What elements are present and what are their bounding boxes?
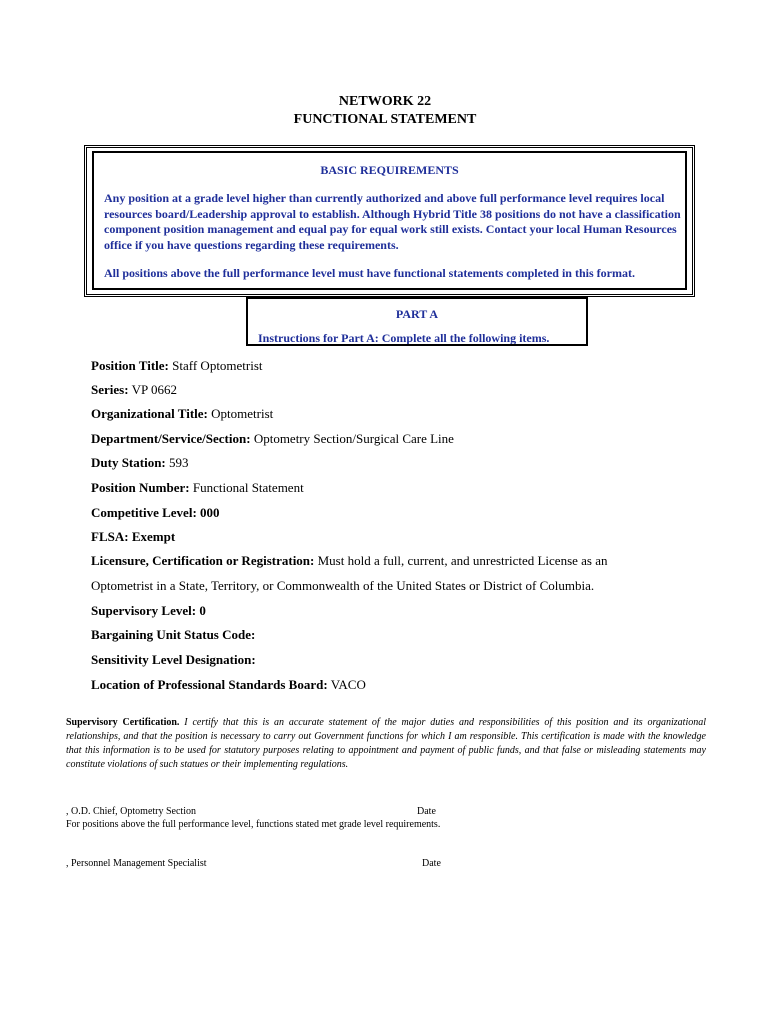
field-sensitivity-level — [91, 652, 256, 668]
field-supervisory-level — [91, 603, 206, 619]
personnel-signature-line: , Personnel Management Specialist — [66, 858, 207, 869]
field-organizational-title — [91, 406, 273, 422]
field-competitive-level — [91, 505, 220, 521]
chief-signature-line: , O.D. Chief, Optometry Section — [66, 806, 196, 817]
supervisory-certification — [66, 716, 706, 772]
field-label: Department/Service/Section: — [91, 431, 251, 446]
field-value: Functional Statement — [192, 480, 304, 495]
field-position-number — [91, 480, 304, 496]
field-series — [91, 382, 177, 398]
functional-statement-note: All positions above the full performance level must have functional statements completed in this format. — [104, 266, 635, 280]
field-position-title — [91, 358, 263, 374]
field-bargaining-unit — [91, 627, 255, 643]
basic-requirements-heading: BASIC REQUIREMENTS — [320, 163, 459, 177]
field-label: Supervisory Level: — [91, 603, 197, 618]
certification-label: Supervisory Certification. — [66, 717, 180, 728]
field-flsa — [91, 529, 175, 545]
field-licensure — [91, 553, 608, 569]
field-value: 593 — [169, 455, 189, 470]
document-title: NETWORK 22 — [338, 94, 432, 109]
part-a-instructions: Instructions for Part A: Complete all the following items. — [258, 331, 550, 345]
field-label: Position Title: — [91, 358, 169, 373]
field-label: Competitive Level: — [91, 505, 197, 520]
field-value: VP 0662 — [131, 382, 177, 397]
field-department — [91, 431, 454, 447]
field-value: Must hold a full, current, and unrestricted License as an — [317, 553, 608, 568]
field-label: Organizational Title: — [91, 406, 208, 421]
chief-date-label: Date — [417, 806, 436, 817]
field-value: Optometrist — [211, 406, 274, 421]
field-value: VACO — [330, 677, 366, 692]
field-licensure-continuation: Optometrist in a State, Territory, or Commonwealth of the United States or District of Columbia. — [91, 578, 595, 593]
field-value: Optometry Section/Surgical Care Line — [253, 431, 454, 446]
performance-level-note: For positions above the full performance level, functions stated met grade level requirements. — [66, 819, 441, 830]
field-label: Position Number: — [91, 480, 190, 495]
field-label: Duty Station: — [91, 455, 166, 470]
field-label: Sensitivity Level Designation: — [91, 652, 256, 667]
part-a-box — [246, 297, 588, 346]
basic-requirements-box — [84, 145, 695, 297]
field-duty-station — [91, 455, 189, 471]
basic-requirements-text: Any position at a grade level higher than currently authorized and above full performance level requires local resources board/Leadership approval to establish. Although Hybrid Title 38 positions do not have a classification component position management and equal pay for equal work still exists. Contact your local Human Resources office if you have questions regarding these requirements. — [104, 191, 681, 252]
document-subtitle: FUNCTIONAL STATEMENT — [293, 112, 477, 127]
field-value: 0 — [199, 603, 206, 618]
field-value: Exempt — [131, 529, 176, 544]
basic-requirements-inner — [92, 151, 687, 290]
field-label: Bargaining Unit Status Code: — [91, 627, 256, 642]
field-value: 000 — [200, 505, 220, 520]
field-label: Licensure, Certification or Registration: — [91, 553, 315, 568]
field-label: Series: — [91, 382, 129, 397]
certification-text: I certify that this is an accurate statement of the major duties and responsibilities of this position and its organizational relationships, and that the position is necessary to carry out Government functions for which I am responsible. This certification is made with the knowledge that this information is to be used for statutory purposes relating to appointment and payment of public funds, and that false or misleading statements may constitute violations of such statues or their implementing regulations. — [66, 717, 706, 770]
field-value: Staff Optometrist — [172, 358, 263, 373]
part-a-heading: PART A — [395, 307, 439, 321]
field-label: Location of Professional Standards Board: — [91, 677, 328, 692]
field-label: FLSA: — [91, 529, 129, 544]
field-professional-standards-board — [91, 677, 366, 693]
personnel-date-label: Date — [422, 858, 441, 869]
